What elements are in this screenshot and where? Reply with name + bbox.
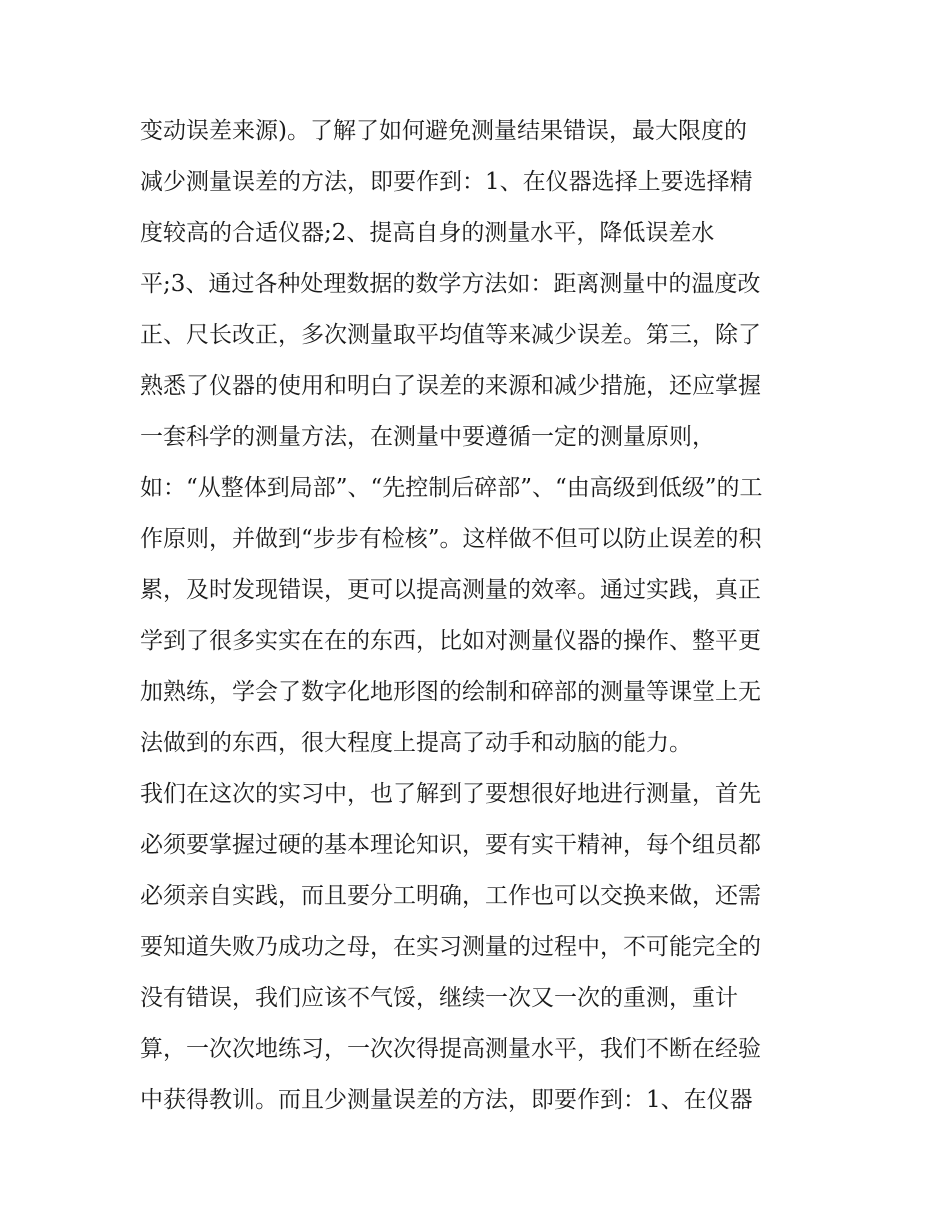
text-line: 法做到的东西，很大程度上提高了动手和动脑的能力。 xyxy=(140,730,692,756)
text-line: 作原则，并做到“步步有检核”。这样做不但可以防止误差的积 xyxy=(140,526,762,552)
body-text xyxy=(140,106,820,1126)
text-line: 必须亲自实践，而且要分工明确，工作也可以交换来做，还需 xyxy=(140,883,761,909)
text-line: 正、尺长改正，多次测量取平均值等来减少误差。第三，除了 xyxy=(140,322,761,348)
text-line: 变动误差来源)。了解了如何避免测量结果错误，最大限度的 xyxy=(140,118,747,144)
text-line: 算，一次次地练习，一次次得提高测量水平，我们不断在经验 xyxy=(140,1036,761,1062)
text-line: 我们在这次的实习中，也了解到了要想很好地进行测量，首先 xyxy=(140,781,761,807)
text-line: 如：“从整体到局部”、“先控制后碎部”、“由高级到低级”的工 xyxy=(140,475,763,501)
text-line: 学到了很多实实在在的东西，比如对测量仪器的操作、整平更 xyxy=(140,628,761,654)
text-line: 减少测量误差的方法，即要作到：1、在仪器选择上要选择精 xyxy=(140,169,753,195)
text-line: 平;3、通过各种处理数据的数学方法如：距离测量中的温度改 xyxy=(140,271,761,297)
text-line: 必须要掌握过硬的基本理论知识，要有实干精神，每个组员都 xyxy=(140,832,761,858)
text-line: 加熟练，学会了数字化地形图的绘制和碎部的测量等课堂上无 xyxy=(140,679,761,705)
text-line: 度较高的合适仪器;2、提高自身的测量水平，降低误差水 xyxy=(140,220,715,246)
text-line: 要知道失败乃成功之母，在实习测量的过程中，不可能完全的 xyxy=(140,934,761,960)
text-line: 累，及时发现错误，更可以提高测量的效率。通过实践，真正 xyxy=(140,577,761,603)
text-line: 一套科学的测量方法，在测量中要遵循一定的测量原则， xyxy=(140,424,715,450)
text-line: 熟悉了仪器的使用和明白了误差的来源和减少措施，还应掌握 xyxy=(140,373,761,399)
text-line: 中获得教训。而且少测量误差的方法，即要作到：1、在仪器 xyxy=(140,1087,753,1113)
text-line: 没有错误，我们应该不气馁，继续一次又一次的重测，重计 xyxy=(140,985,738,1011)
